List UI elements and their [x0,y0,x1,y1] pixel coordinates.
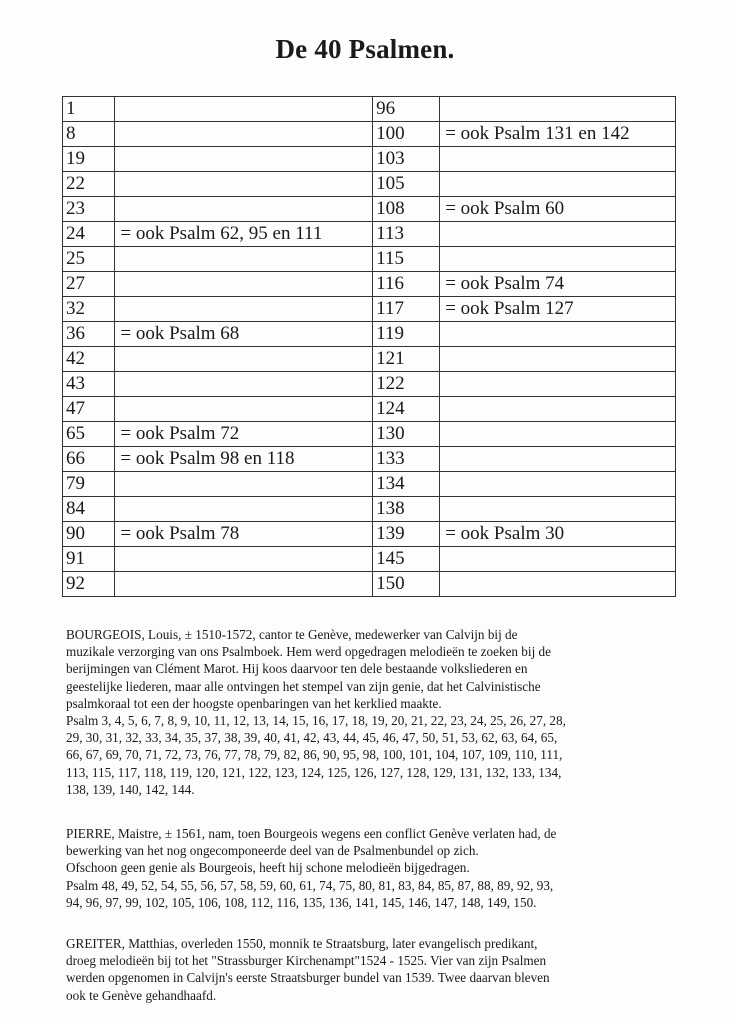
table-row [63,522,676,547]
psalm-note-cell: = ook Psalm 131 en 142 [440,122,676,147]
psalm-note-cell [440,447,676,472]
psalm-note-cell [440,572,676,597]
table-row [63,322,676,347]
text-line: berijmingen van Clément Marot. Hij koos daarvoor ten dele bestaande volksliederen en [66,661,528,677]
psalm-number-cell: 42 [63,347,115,372]
psalm-number-cell: 36 [63,322,115,347]
psalm-note-cell [115,572,373,597]
text-line: Psalm 48, 49, 52, 54, 55, 56, 57, 58, 59, 60, 61, 74, 75, 80, 81, 83, 84, 85, 87, 88, 89, 92, 93, [66,877,554,893]
psalm-note-cell [115,247,373,272]
text-line: droeg melodieën bij tot het "Strassburger Kirchenampt"1524 - 1525. Vier van zijn Psalmen [66,953,547,969]
psalm-note-cell: = ook Psalm 68 [115,322,373,347]
text-line: 138, 139, 140, 142, 144. [66,781,195,797]
psalm-number-cell: 90 [63,522,115,547]
pierre-paragraph [66,825,686,911]
psalm-number-cell: 124 [373,397,440,422]
psalm-note-cell [440,397,676,422]
psalm-number-cell: 84 [63,497,115,522]
psalm-note-cell [115,272,373,297]
table-row [63,447,676,472]
psalm-note-cell [440,222,676,247]
text-line: GREITER, Matthias, overleden 1550, monnik te Straatsburg, later evangelisch predikant, [66,936,538,951]
table-row [63,222,676,247]
psalm-note-cell [115,472,373,497]
table-row [63,272,676,297]
greiter-paragraph [66,935,686,1004]
psalm-number-cell: 22 [63,172,115,197]
psalm-note-cell: = ook Psalm 72 [115,422,373,447]
psalm-number-cell: 134 [373,472,440,497]
psalm-number-cell: 116 [373,272,440,297]
psalm-note-cell [440,247,676,272]
psalm-note-cell [115,147,373,172]
psalm-number-cell: 121 [373,347,440,372]
psalm-number-cell: 139 [373,522,440,547]
psalm-note-cell [440,497,676,522]
text-line: bewerking van het nog ongecomponeerde deel van de Psalmenbundel op zich. [66,843,479,859]
table-row [63,147,676,172]
table-row [63,172,676,197]
text-line: BOURGEOIS, Louis, ± 1510-1572, cantor te Genève, medewerker van Calvijn bij de [66,627,518,642]
psalm-note-cell [115,197,373,222]
table-row [63,547,676,572]
psalm-number-cell: 103 [373,147,440,172]
bourgeois-paragraph [66,626,686,798]
text-line: werden opgenomen in Calvijn's eerste Straatsburger bundel van 1539. Twee daarvan bleven [66,970,550,986]
table-row [63,572,676,597]
psalm-number-cell: 138 [373,497,440,522]
text-line: Ofschoon geen genie als Bourgeois, heeft hij schone melodieën bijgedragen. [66,860,470,876]
psalm-note-cell [115,122,373,147]
text-line: PIERRE, Maistre, ± 1561, nam, toen Bourgeois wegens een conflict Genève verlaten had, de [66,826,557,841]
psalm-note-cell [115,172,373,197]
psalm-number-cell: 96 [373,97,440,122]
psalm-number-cell: 23 [63,197,115,222]
text-line: psalmkoraal tot een der hoogste openbaringen van het kerklied maakte. [66,695,442,711]
text-line: 29, 30, 31, 32, 33, 34, 35, 37, 38, 39, 40, 41, 42, 43, 44, 45, 46, 47, 50, 51, 53, 62, 63, 64, 65, [66,730,558,746]
psalm-number-cell: 133 [373,447,440,472]
psalm-number-cell: 79 [63,472,115,497]
psalm-note-cell: = ook Psalm 60 [440,197,676,222]
text-line: 94, 96, 97, 99, 102, 105, 106, 108, 112, 116, 135, 136, 141, 145, 146, 147, 148, 149, 150. [66,894,537,910]
psalm-number-cell: 119 [373,322,440,347]
psalm-note-cell [440,97,676,122]
psalm-number-cell: 19 [63,147,115,172]
table-row [63,497,676,522]
psalm-note-cell: = ook Psalm 98 en 118 [115,447,373,472]
psalm-table [62,96,676,597]
psalm-number-cell: 113 [373,222,440,247]
table-row [63,97,676,122]
psalm-number-cell: 27 [63,272,115,297]
text-line: 113, 115, 117, 118, 119, 120, 121, 122, 123, 124, 125, 126, 127, 128, 129, 131, 132, 133, 134, [66,764,562,780]
text-line: ook te Genève gehandhaafd. [66,987,217,1003]
psalm-note-cell: = ook Psalm 62, 95 en 111 [115,222,373,247]
table-row [63,197,676,222]
psalm-note-cell [115,97,373,122]
text-line: 66, 67, 69, 70, 71, 72, 73, 76, 77, 78, 79, 82, 86, 90, 95, 98, 100, 101, 104, 107, 109, 110, 111, [66,747,563,763]
psalm-number-cell: 43 [63,372,115,397]
psalm-note-cell [115,372,373,397]
psalm-note-cell [115,497,373,522]
psalm-note-cell [115,547,373,572]
psalm-number-cell: 115 [373,247,440,272]
psalm-note-cell [440,147,676,172]
psalm-note-cell: = ook Psalm 127 [440,297,676,322]
psalm-note-cell [115,297,373,322]
text-line: muzikale verzorging van ons Psalmboek. Hem werd opgedragen melodieën te zoeken bij de [66,644,551,660]
psalm-note-cell [440,172,676,197]
psalm-note-cell [440,472,676,497]
psalm-note-cell [440,372,676,397]
psalm-number-cell: 92 [63,572,115,597]
psalm-number-cell: 1 [63,97,115,122]
page-title: De 40 Psalmen. [275,34,455,64]
psalm-number-cell: 25 [63,247,115,272]
table-row [63,297,676,322]
table-row [63,422,676,447]
table-row [63,372,676,397]
psalm-number-cell: 105 [373,172,440,197]
psalm-number-cell: 24 [63,222,115,247]
psalm-number-cell: 47 [63,397,115,422]
psalm-number-cell: 122 [373,372,440,397]
text-line: Psalm 3, 4, 5, 6, 7, 8, 9, 10, 11, 12, 13, 14, 15, 16, 17, 18, 19, 20, 21, 22, 23, 24, 25, 26, 27, 28, [66,713,566,729]
psalm-number-cell: 145 [373,547,440,572]
text-line: geestelijke liederen, maar alle ontvingen het stempel van zijn genie, dat het Calvinistische [66,678,541,694]
psalm-number-cell: 150 [373,572,440,597]
psalm-note-cell [440,422,676,447]
table-row [63,397,676,422]
psalm-note-cell [440,347,676,372]
psalm-number-cell: 130 [373,422,440,447]
psalm-note-cell [115,347,373,372]
psalm-number-cell: 32 [63,297,115,322]
table-row [63,122,676,147]
psalm-number-cell: 100 [373,122,440,147]
psalm-number-cell: 91 [63,547,115,572]
table-row [63,347,676,372]
psalm-number-cell: 65 [63,422,115,447]
psalm-number-cell: 8 [63,122,115,147]
table-row [63,247,676,272]
psalm-note-cell: = ook Psalm 74 [440,272,676,297]
table-row [63,472,676,497]
psalm-note-cell [440,322,676,347]
psalm-note-cell [115,397,373,422]
psalm-number-cell: 66 [63,447,115,472]
psalm-note-cell: = ook Psalm 30 [440,522,676,547]
psalm-number-cell: 108 [373,197,440,222]
psalm-note-cell: = ook Psalm 78 [115,522,373,547]
psalm-number-cell: 117 [373,297,440,322]
psalm-note-cell [440,547,676,572]
